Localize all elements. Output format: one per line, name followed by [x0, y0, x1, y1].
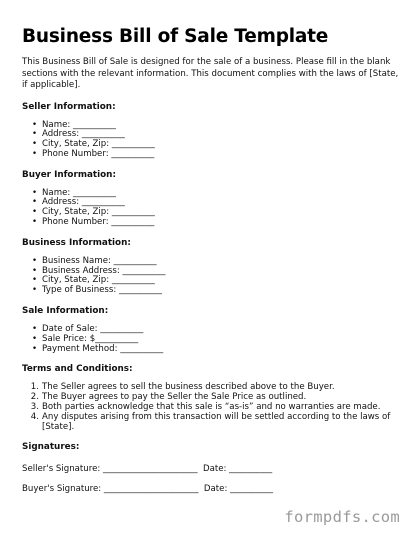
terms-heading: Terms and Conditions:	[22, 364, 133, 375]
buyer-fields-list	[22, 189, 400, 228]
seller-field-phone: • Phone Number: __________	[32, 148, 155, 159]
business-field-type: • Type of Business: __________	[32, 285, 162, 296]
business-fields-list	[22, 257, 400, 296]
seller-heading: Seller Information:	[22, 101, 116, 112]
signatures-heading: Signatures:	[22, 442, 80, 453]
terms-item: 3. Both parties acknowledge that this sale is “as-is” and no warranties are made.	[30, 402, 381, 413]
seller-field-city-state-zip: • City, State, Zip: __________	[32, 139, 155, 150]
bill-of-sale-document	[22, 26, 400, 494]
terms-item: 2. The Buyer agrees to pay the Seller the Sale Price as outlined.	[30, 392, 307, 403]
buyer-field-phone: • Phone Number: __________	[32, 217, 155, 228]
document-title: Business Bill of Sale Template	[22, 26, 329, 47]
intro-paragraph: This Business Bill of Sale is designed for the sale of a business. Please fill in the blank sections with the relevant information. This document complies with the laws of [State, if applicable].	[22, 57, 399, 90]
business-field-name: • Business Name: __________	[32, 255, 157, 266]
terms-item: 1. The Seller agrees to sell the business described above to the Buyer.	[30, 382, 335, 393]
buyer-field-address: • Address: __________	[32, 197, 125, 208]
seller-field-address: • Address: __________	[32, 129, 125, 140]
buyer-heading: Buyer Information:	[22, 169, 116, 180]
sale-field-date: • Date of Sale: __________	[32, 324, 144, 335]
sale-fields-list	[22, 325, 400, 354]
terms-list	[22, 383, 400, 432]
seller-signature-line: Seller's Signature: ______________________ Date: __________	[22, 464, 273, 475]
buyer-field-name: • Name: __________	[32, 187, 116, 198]
business-heading: Business Information:	[22, 237, 131, 248]
sale-field-price: • Sale Price: $__________	[32, 333, 139, 344]
seller-field-name: • Name: __________	[32, 119, 116, 130]
seller-fields-list	[22, 121, 400, 160]
watermark-text: formpdfs.com	[284, 508, 400, 526]
buyer-field-city-state-zip: • City, State, Zip: __________	[32, 207, 155, 218]
sale-heading: Sale Information:	[22, 306, 109, 317]
terms-item: 4. Any disputes arising from this transaction will be settled according to the laws of [State].	[30, 411, 391, 432]
business-field-address: • Business Address: __________	[32, 265, 166, 276]
sale-field-payment-method: • Payment Method: __________	[32, 343, 164, 354]
business-field-city-state-zip: • City, State, Zip: __________	[32, 275, 155, 286]
buyer-signature-line: Buyer's Signature: ______________________ Date: __________	[22, 484, 274, 495]
